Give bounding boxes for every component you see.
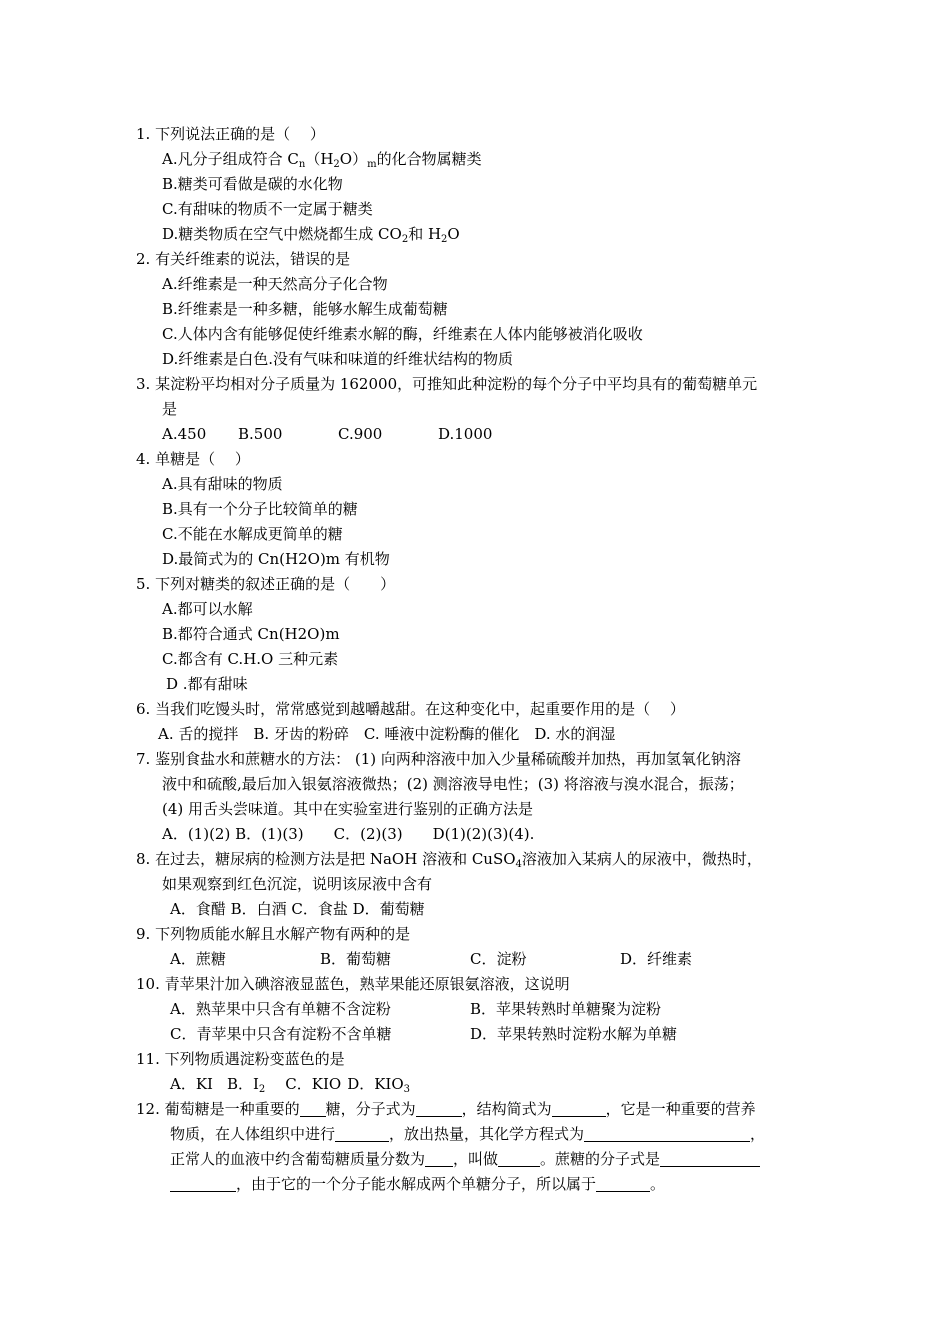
q3-option-a: A.450 bbox=[162, 425, 207, 443]
q12-blank-8[interactable] bbox=[660, 1149, 760, 1167]
q12-text-10: 。蔗糖的分子式是 bbox=[540, 1150, 661, 1168]
q3-stem-cont: 是 bbox=[162, 400, 178, 418]
q9-stem: 9. 下列物质能水解且水解产物有两种的是 bbox=[136, 925, 411, 943]
q1-stem: 1. 下列说法正确的是（ ） bbox=[136, 125, 325, 143]
q12-text-9: ，叫做 bbox=[453, 1150, 499, 1168]
q4-option-d: D.最简式为的 Cn(H2O)m 有机物 bbox=[162, 550, 390, 568]
q8-sub-4: 4 bbox=[515, 859, 522, 870]
q1-a-sub-m: m bbox=[367, 159, 377, 170]
q10-options-row1 bbox=[136, 997, 826, 1022]
q1-d-sub-2b: 2 bbox=[441, 234, 448, 245]
q1-d-text: D.糖类物质在空气中燃烧都生成 CO bbox=[162, 225, 402, 243]
q3-option-b: B.500 bbox=[238, 425, 283, 443]
q9-option-b: B．葡萄糖 bbox=[320, 950, 392, 968]
q12-blank-2[interactable] bbox=[416, 1099, 462, 1117]
q2-stem: 2. 有关纤维素的说法，错误的是 bbox=[136, 250, 351, 268]
q1-d-text3: O bbox=[447, 225, 460, 243]
q1-a-text2: （H bbox=[305, 150, 334, 168]
q1-option-d bbox=[136, 222, 826, 247]
q12-text-5: 物质，在人体组织中进行 bbox=[170, 1125, 336, 1143]
q8-stem-text2: 溶液加入某病人的尿液中，微热时， bbox=[521, 850, 762, 868]
q11-options bbox=[136, 1072, 826, 1097]
q10-option-c: C．青苹果中只含有淀粉不含单糖 bbox=[170, 1025, 392, 1043]
q7-stem-cont2: (4) 用舌头尝味道。其中在实验室进行鉴别的正确方法是 bbox=[162, 800, 534, 818]
q5-option-c: C.都含有 C.H.O 三种元素 bbox=[162, 650, 339, 668]
q12-blank-7[interactable] bbox=[498, 1149, 540, 1167]
q11-d-sub: 3 bbox=[403, 1084, 411, 1095]
q10-option-b: B．苹果转熟时单糖聚为淀粉 bbox=[470, 1000, 662, 1018]
q6-stem: 6. 当我们吃馒头时，常常感觉到越嚼越甜。在这种变化中，起重要作用的是（ ） bbox=[136, 700, 685, 718]
q1-option-c: C.有甜味的物质不一定属于糖类 bbox=[162, 200, 373, 218]
q2-option-a: A.纤维素是一种天然高分子化合物 bbox=[162, 275, 388, 293]
q8-stem-text: 8. 在过去，糖尿病的检测方法是把 NaOH 溶液和 CuSO bbox=[136, 850, 516, 868]
q11-stem: 11. 下列物质遇淀粉变蓝色的是 bbox=[136, 1050, 345, 1068]
q4-option-a: A.具有甜味的物质 bbox=[162, 475, 283, 493]
q10-option-d: D．苹果转熟时淀粉水解为单糖 bbox=[470, 1025, 678, 1043]
q11-option-d bbox=[347, 1075, 410, 1093]
q7-stem-cont: 液中和硫酸,最后加入银氨溶液微热；(2) 测溶液导电性；(3) 将溶液与溴水混合，振荡； bbox=[162, 775, 744, 793]
q6-options: A. 舌的搅拌 B. 牙齿的粉碎 C. 唾液中淀粉酶的催化 D. 水的润湿 bbox=[158, 725, 616, 743]
q8-options: A．食醋 B．白酒 C．食盐 D．葡萄糖 bbox=[170, 900, 425, 918]
q5-option-b: B.都符合通式 Cn(H2O)m bbox=[162, 625, 340, 643]
q12-blank-3[interactable] bbox=[552, 1099, 606, 1117]
q9-options bbox=[136, 947, 826, 972]
q12-line3 bbox=[136, 1147, 826, 1172]
q1-option-b: B.糖类可看做是碳的水化物 bbox=[162, 175, 343, 193]
q12-text-7: ， bbox=[750, 1125, 766, 1143]
q3-option-c: C.900 bbox=[338, 425, 383, 443]
q1-a-sub-n: n bbox=[298, 159, 306, 170]
q9-option-c: C．淀粉 bbox=[470, 950, 527, 968]
q11-option-a: A．KI bbox=[170, 1075, 213, 1093]
q1-d-sub-2: 2 bbox=[401, 234, 409, 245]
q12-blank-8-cont[interactable] bbox=[170, 1174, 236, 1192]
q10-options-row2 bbox=[136, 1022, 826, 1047]
q12-blank-9[interactable] bbox=[596, 1174, 650, 1192]
q12-blank-1[interactable] bbox=[300, 1099, 326, 1117]
q11-option-c: C．KIO bbox=[285, 1075, 342, 1093]
q12-text-4: ，它是一种重要的营养 bbox=[605, 1100, 756, 1118]
q2-option-d: D.纤维素是白色.没有气味和味道的纤维状结构的物质 bbox=[162, 350, 514, 368]
q12-text-3: ，结构简式为 bbox=[461, 1100, 552, 1118]
q7-options: A．(1)(2) B．(1)(3) C．(2)(3) D(1)(2)(3)(4). bbox=[162, 825, 535, 843]
question-list bbox=[136, 122, 826, 1197]
q4-option-c: C.不能在水解成更简单的糖 bbox=[162, 525, 343, 543]
q5-option-d: D .都有甜味 bbox=[166, 675, 248, 693]
q1-d-text2: 和 H bbox=[408, 225, 442, 243]
q8-stem bbox=[136, 847, 826, 872]
q12-text-8: 正常人的血液中约含葡萄糖质量分数为 bbox=[170, 1150, 426, 1168]
q2-option-c: C.人体内含有能够促使纤维素水解的酶，纤维素在人体内能够被消化吸收 bbox=[162, 325, 643, 343]
q12-text-6: ，放出热量，其化学方程式为 bbox=[389, 1125, 585, 1143]
q12-text-12: 。 bbox=[650, 1175, 666, 1193]
q4-option-b: B.具有一个分子比较简单的糖 bbox=[162, 500, 358, 518]
q11-option-b bbox=[227, 1075, 265, 1093]
q7-stem: 7. 鉴别食盐水和蔗糖水的方法： (1) 向两种溶液中加入少量稀硫酸并加热，再加氢氧化钠溶 bbox=[136, 750, 741, 768]
q4-stem: 4. 单糖是（ ） bbox=[136, 450, 250, 468]
q5-stem: 5. 下列对糖类的叙述正确的是（ ） bbox=[136, 575, 396, 593]
q1-option-a bbox=[136, 147, 826, 172]
q12-text-1: 12. 葡萄糖是一种重要的 bbox=[136, 1100, 300, 1118]
q12-line1 bbox=[136, 1097, 826, 1122]
q3-option-d: D.1000 bbox=[438, 425, 493, 443]
q2-option-b: B.纤维素是一种多糖，能够水解生成葡萄糖 bbox=[162, 300, 448, 318]
q1-a-text: A.凡分子组成符合 C bbox=[162, 150, 299, 168]
q10-option-a: A．熟苹果中只含有单糖不含淀粉 bbox=[170, 1000, 391, 1018]
q5-option-a: A.都可以水解 bbox=[162, 600, 253, 618]
q12-text-2: 糖，分子式为 bbox=[325, 1100, 416, 1118]
q1-a-text4: 的化合物属糖类 bbox=[376, 150, 482, 168]
q8-stem-cont: 如果观察到红色沉淀，说明该尿液中含有 bbox=[162, 875, 433, 893]
q3-options bbox=[136, 422, 826, 447]
q12-blank-6[interactable] bbox=[425, 1149, 453, 1167]
q12-text-11: ，由于它的一个分子能水解成两个单糖分子，所以属于 bbox=[236, 1175, 597, 1193]
q12-blank-4[interactable] bbox=[335, 1124, 389, 1142]
q12-line4 bbox=[136, 1172, 826, 1197]
q11-d-text: D．KIO bbox=[347, 1075, 404, 1093]
q9-option-a: A．蔗糖 bbox=[170, 950, 226, 968]
q1-a-sub-2: 2 bbox=[333, 159, 340, 170]
q11-b-sub: 2 bbox=[258, 1084, 266, 1095]
q1-a-text3: O） bbox=[339, 150, 368, 168]
q9-option-d: D．纤维素 bbox=[620, 950, 693, 968]
q12-line2 bbox=[136, 1122, 826, 1147]
q3-stem: 3. 某淀粉平均相对分子质量为 162000，可推知此种淀粉的每个分子中平均具有的葡萄糖单元 bbox=[136, 375, 758, 393]
q10-stem: 10. 青苹果汁加入碘溶液显蓝色，熟苹果能还原银氨溶液，这说明 bbox=[136, 975, 570, 993]
q11-b-text: B．I bbox=[226, 1075, 259, 1093]
q12-blank-5[interactable] bbox=[584, 1124, 750, 1142]
